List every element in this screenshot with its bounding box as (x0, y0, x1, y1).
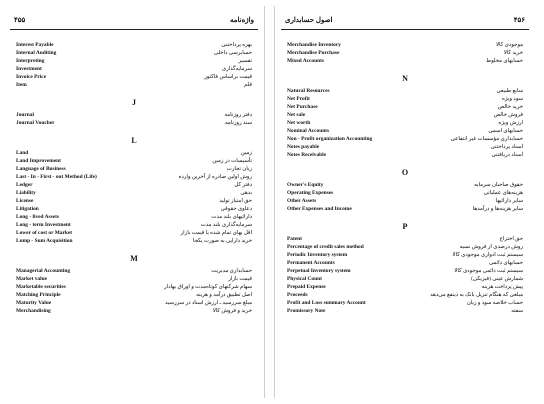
glossary-row (14, 65, 254, 73)
persian-term: خرید کالا (503, 50, 523, 56)
glossary-row (285, 251, 525, 259)
persian-term: حساب خلاصه سود و زیان (466, 300, 523, 306)
glossary-row (14, 205, 254, 213)
glossary-row (14, 57, 254, 65)
persian-term: روش درصدی از فروش نسیه (459, 244, 523, 250)
glossary-row (285, 127, 525, 135)
english-term: Land (16, 150, 29, 156)
persian-term: حسابرسی داخلی (213, 50, 252, 56)
english-term: Patent (287, 236, 302, 242)
english-term: Merchandise Inventory (287, 42, 341, 48)
glossary-row (14, 299, 254, 307)
glossary-row (285, 299, 525, 307)
english-term: Other Expenses and Income (287, 206, 352, 212)
glossary-row (285, 267, 525, 275)
english-term: Percentage of credit sales method (287, 244, 364, 250)
english-term: Interest Payable (16, 42, 54, 48)
persian-term: حسابهای اسمی (488, 128, 523, 134)
glossary-row (285, 189, 525, 197)
english-term: Nominal Accounts (287, 128, 330, 134)
persian-term: مبلغی که هنگام تنزیل بانک به ذینفع می‌دهد (430, 292, 523, 298)
english-term: Lower of cost or Market (16, 230, 73, 236)
glossary-row (285, 291, 525, 299)
running-title: اصول حسابداری (285, 16, 333, 24)
persian-term: قیمت براساس فاکتور (204, 74, 252, 80)
english-term: Net Purchase (287, 104, 318, 110)
english-term: Journal Voucher (16, 120, 55, 126)
english-term: Land Improvement (16, 158, 61, 164)
glossary-row (14, 197, 254, 205)
english-term: Lump - Sum Acquisition (16, 238, 73, 244)
page-number: ۴۵۵ (14, 16, 26, 24)
persian-term: روش اولین صادره از آخرین وارده (178, 174, 252, 180)
section-letter: P (402, 222, 408, 231)
english-term: Notes payable (287, 144, 320, 150)
glossary-row (285, 103, 525, 111)
persian-term: تأسیسات در زمین (212, 158, 252, 164)
english-term: Investment (16, 66, 42, 72)
persian-term: سایر هزینه‌ها و درآمدها (472, 206, 523, 212)
glossary-row (14, 189, 254, 197)
english-term: Notes Receivable (287, 152, 327, 158)
persian-term: هزینه‌های عملیاتی (483, 190, 523, 196)
english-term: Net sale (287, 112, 306, 118)
running-title: واژه‌نامه (230, 16, 254, 24)
english-term: Internal Auditing (16, 50, 57, 56)
persian-term: بهره پرداختنی (221, 42, 252, 48)
running-header (281, 16, 529, 28)
persian-term: دارائیهای بلند مدت (211, 214, 252, 220)
glossary-row (14, 157, 254, 165)
glossary-row (14, 49, 254, 57)
header-rule (10, 29, 258, 30)
persian-term: سایر دارائیها (495, 198, 523, 204)
english-term: Ledger (16, 182, 33, 188)
english-term: Journal (16, 112, 34, 118)
persian-term: سفته (511, 308, 523, 314)
glossary-row (14, 73, 254, 81)
glossary-row (285, 49, 525, 57)
glossary-row (14, 283, 254, 291)
persian-term: حسابداری مؤسسات غیر انتفاعی (450, 136, 523, 142)
running-header (10, 16, 258, 28)
persian-term: حق امتیاز تولید (219, 198, 252, 204)
persian-term: اسناد دریافتنی (491, 152, 523, 158)
english-term: License (16, 198, 34, 204)
glossary-row (14, 221, 254, 229)
english-term: Mixed Accounts (287, 58, 324, 64)
english-term: Owner's Equity (287, 182, 324, 188)
glossary-row (285, 119, 525, 127)
glossary-row (285, 235, 525, 243)
english-term: Perpetual Inventory system (287, 268, 351, 274)
glossary-row (285, 307, 525, 315)
english-term: Non - Profit organization Accounting (287, 136, 373, 142)
page-number: ۴۵۶ (513, 16, 525, 24)
glossary-row (14, 181, 254, 189)
persian-term: تفسیر (238, 58, 252, 64)
english-term: Long - lived Assets (16, 214, 59, 220)
glossary-row (285, 95, 525, 103)
glossary-row (285, 181, 525, 189)
glossary-row (14, 165, 254, 173)
persian-term: حسابداری مدیریت (211, 268, 252, 274)
glossary-row (285, 205, 525, 213)
glossary-row (14, 275, 254, 283)
section-letter: L (131, 136, 137, 145)
glossary-row (285, 243, 525, 251)
english-term: Other Assets (287, 198, 317, 204)
english-term: Operating Expenses (287, 190, 334, 196)
persian-term: دعاوی حقوقی (220, 206, 252, 212)
section-letter: O (401, 168, 409, 177)
persian-term: سود ویژه (502, 96, 523, 102)
english-term: Language of Business (16, 166, 66, 172)
english-term: Physical Count (287, 276, 322, 282)
glossary-row (285, 57, 525, 65)
glossary-row (14, 111, 254, 119)
persian-term: موجودی کالا (495, 42, 523, 48)
persian-term: خرید و فروش کالا (212, 308, 252, 314)
persian-term: اسناد پرداختنی (490, 144, 523, 150)
glossary-row (285, 259, 525, 267)
glossary-row (285, 41, 525, 49)
english-term: Invoice Price (16, 74, 47, 80)
persian-term: حسابهای مخلوط (486, 58, 523, 64)
persian-term: پیش پرداخت هزینه (481, 284, 523, 290)
glossary-entries (14, 41, 254, 315)
glossary-row (285, 143, 525, 151)
header-rule (281, 29, 529, 30)
glossary-row (285, 283, 525, 291)
glossary-entries (285, 41, 525, 315)
persian-term: اقل بهای تمام شده یا قیمت بازار (180, 230, 252, 236)
english-term: Liability (16, 190, 36, 196)
glossary-row (14, 81, 254, 89)
glossary-row (14, 149, 254, 157)
glossary-row (285, 275, 525, 283)
glossary-row (14, 267, 254, 275)
english-term: Marketable securities (16, 284, 66, 290)
persian-term: سیستم ثبت ادواری موجودی کالا (452, 252, 523, 258)
english-term: Last - In - First - out Method (Life) (16, 174, 97, 180)
glossary-row (14, 213, 254, 221)
glossary-row (14, 291, 254, 299)
glossary-row (14, 307, 254, 315)
english-term: Natural Resources (287, 88, 330, 94)
persian-term: خرید خالص (497, 104, 523, 110)
english-term: Proceeds (287, 292, 308, 298)
english-term: Matching Principle (16, 292, 61, 298)
english-term: Net Profit (287, 96, 310, 102)
english-term: Item (16, 82, 27, 88)
english-term: Litigation (16, 206, 39, 212)
section-letter: J (132, 98, 136, 107)
english-term: Merchandise Purchase (287, 50, 340, 56)
persian-term: زمین (240, 150, 252, 156)
english-term: Interpreting (16, 58, 45, 64)
glossary-row (14, 229, 254, 237)
persian-term: سیستم ثبت دائمی موجودی کالا (454, 268, 523, 274)
glossary-row (285, 197, 525, 205)
english-term: Merchandising (16, 308, 51, 314)
persian-term: حقوق صاحبان سرمایه (474, 182, 523, 188)
glossary-row (285, 151, 525, 159)
english-term: Periodic Inventory system (287, 252, 348, 258)
english-term: Permanent Accounts (287, 260, 335, 266)
persian-term: سرمایه‌گذاری بلند مدت (200, 222, 252, 228)
persian-term: زبان تجارت (226, 166, 252, 172)
section-letter: M (130, 254, 138, 263)
english-term: Maturity Value (16, 300, 52, 306)
glossary-row (14, 41, 254, 49)
persian-term: فروش خالص (493, 112, 523, 118)
persian-term: دفتر کل (234, 182, 252, 188)
persian-term: سند روزنامه (224, 120, 252, 126)
glossary-row (285, 111, 525, 119)
persian-term: ارزش ویژه (498, 120, 523, 126)
glossary-row (285, 87, 525, 95)
persian-term: سهام شرکتهای کوتاه‌مدت و اوراق بهادار (164, 284, 252, 290)
english-term: Net worth (287, 120, 311, 126)
persian-term: اصل تطبیق درآمد و هزینه (196, 292, 252, 298)
section-letter: N (402, 74, 408, 83)
english-term: Profit and Loss summary Account (287, 300, 366, 306)
english-term: Market value (16, 276, 47, 282)
english-term: Managerial Accounting (16, 268, 71, 274)
english-term: Prepaid Expense (287, 284, 326, 290)
persian-term: قیمت بازار (228, 276, 252, 282)
persian-term: قلم (244, 82, 252, 88)
persian-term: شمارش عینی (فیزیکی) (471, 276, 523, 282)
glossary-row (14, 237, 254, 245)
persian-term: منابع طبیعی (496, 88, 523, 94)
persian-term: حق اختراع (499, 236, 523, 242)
left-page (4, 6, 265, 398)
glossary-row (14, 119, 254, 127)
english-term: Promissory Note (287, 308, 326, 314)
persian-term: بدهی (240, 190, 252, 196)
persian-term: مبلغ سررسید ـ ارزش اسناد در سررسید (165, 300, 252, 306)
glossary-row (14, 173, 254, 181)
english-term: Long - term Investment (16, 222, 71, 228)
persian-term: دفتر روزنامه (224, 112, 252, 118)
persian-term: خرید دارایی به صورت یکجا (192, 238, 252, 244)
persian-term: سرمایه‌گذاری (221, 66, 252, 72)
glossary-row (285, 135, 525, 143)
right-page (274, 6, 535, 398)
persian-term: حسابهای دائمی (489, 260, 523, 266)
